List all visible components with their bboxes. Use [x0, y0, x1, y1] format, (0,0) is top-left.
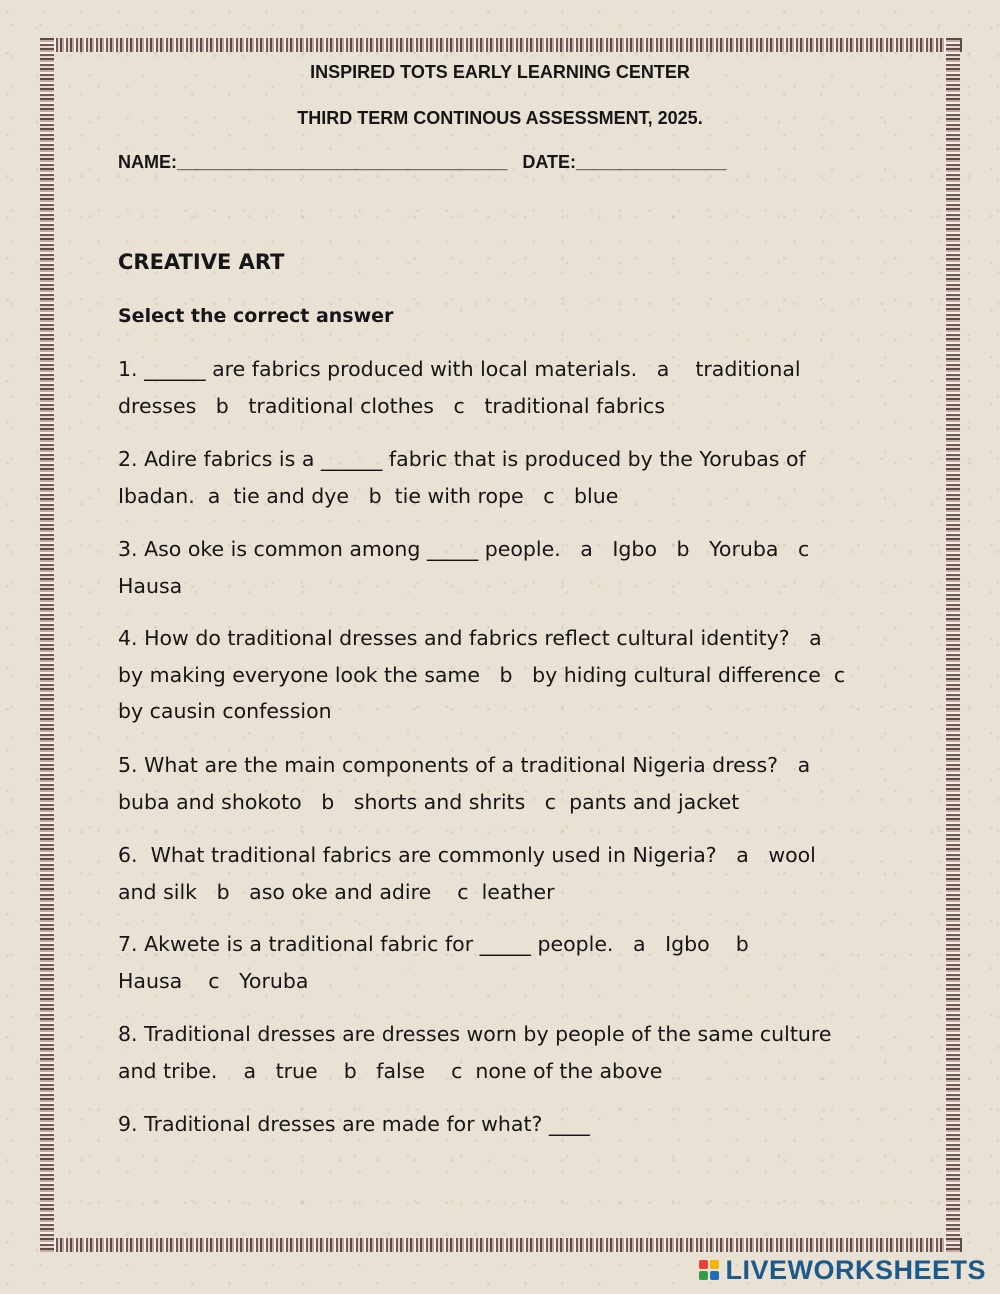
question-3: 3. Aso oke is common among _____ people. a Igbo b Yoruba c Hausa: [118, 537, 810, 598]
question-8: 8. Traditional dresses are dresses worn by people of the same culture and tribe. a true b false c none of the above: [118, 1022, 832, 1083]
instruction-text: Select the correct answer: [118, 305, 394, 327]
liveworksheets-logo-icon: [699, 1260, 719, 1280]
question-5: 5. What are the main components of a traditional Nigeria dress? a buba and shokoto b shorts and shrits c pants and jacket: [118, 753, 811, 814]
subject-title: CREATIVE ART: [118, 250, 285, 274]
school-name: INSPIRED TOTS EARLY LEARNING CENTER: [310, 62, 690, 82]
decorative-border-top: [40, 38, 962, 52]
question-2: 2. Adire fabrics is a ______ fabric that is produced by the Yorubas of Ibadan. a tie and dye b tie with rope c blue: [118, 447, 806, 508]
question-7: 7. Akwete is a traditional fabric for _____ people. a Igbo b Hausa c Yoruba: [118, 932, 749, 993]
assessment-title: THIRD TERM CONTINOUS ASSESSMENT, 2025.: [297, 108, 703, 128]
decorative-border-bottom: [40, 1238, 962, 1252]
decorative-border-right: [946, 38, 960, 1252]
question-1: 1. ______ are fabrics produced with local materials. a traditional dresses b traditional clothes c traditional fabrics: [118, 357, 801, 418]
question-4: 4. How do traditional dresses and fabrics reflect cultural identity? a by making everyone look the same b by hiding cultural difference c by causin confession: [118, 626, 846, 723]
question-6: 6. What traditional fabrics are commonly used in Nigeria? a wool and silk b aso oke and adire c leather: [118, 843, 816, 904]
name-date-line: NAME:_________________________________ DATE:_______________: [118, 152, 727, 172]
decorative-border-left: [40, 38, 54, 1252]
question-9: 9. Traditional dresses are made for what? ____: [118, 1112, 590, 1136]
liveworksheets-watermark: [699, 1255, 986, 1285]
watermark-text: LIVEWORKSHEETS: [725, 1254, 986, 1285]
